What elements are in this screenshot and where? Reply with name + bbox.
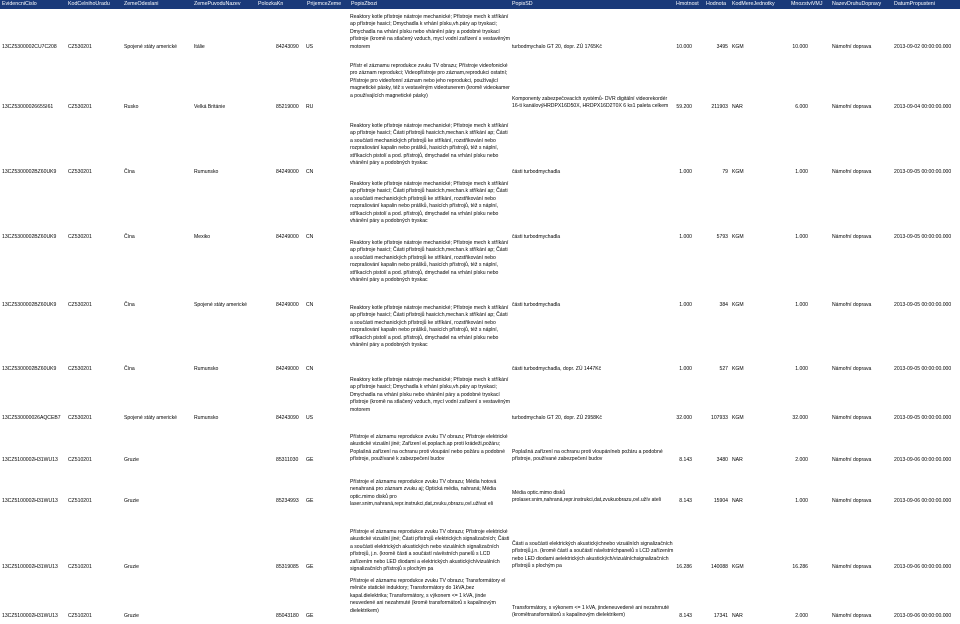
cell-tariff-code: 84249000 (276, 302, 299, 308)
cell-transport: Námořní doprava (832, 44, 872, 50)
cell-office-code: CZ510201 (68, 498, 92, 504)
cell-sd-description: turbodmychalo GT 20, dopr. ZÚ 2958Kč (512, 415, 602, 421)
cell-quantity: 6.000 (795, 104, 808, 110)
col-hodnota: Hodnota (706, 1, 727, 7)
cell-origin-country: Velká Británie (194, 104, 226, 110)
cell-evidencni-cislo: 13CZ5300002BZ60UK9 (2, 302, 57, 308)
cell-tariff-code: 84243090 (276, 415, 299, 421)
cell-unit: KGM (732, 564, 744, 570)
cell-transport: Námořní doprava (832, 498, 872, 504)
cell-office-code: CZ530201 (68, 415, 92, 421)
cell-weight: 16.286 (676, 564, 692, 570)
cell-evidencni-cislo: 13CZ5100002H31WU13 (2, 457, 58, 463)
cell-release-date: 2013-09-05 00:00:00.000 (894, 302, 952, 308)
col-hmotnost: Hmotnost (676, 1, 699, 7)
cell-value: 384 (719, 302, 728, 308)
cell-value: 5793 (716, 234, 728, 240)
cell-origin-country: Rumunsko (194, 169, 219, 175)
cell-weight: 1.000 (679, 169, 692, 175)
cell-unit: NAR (732, 104, 743, 110)
cell-transport: Námořní doprava (832, 169, 872, 175)
cell-transport: Námořní doprava (832, 457, 872, 463)
cell-tariff-code: 84249000 (276, 366, 299, 372)
cell-unit: KGM (732, 366, 744, 372)
cell-quantity: 1.000 (795, 498, 808, 504)
cell-goods-description: Přístroje el záznamu reprodukce zvuku TV obrazu; Média hotová nenahraná pro záznam zvuku aj; Optická média, nahraná; Média optic.mimo disků pro laser.snim,nahraná,repr.instrukci,dat,zvuku,obrazu,ovl.užívat eli (350, 479, 497, 508)
cell-dest-code: CN (306, 302, 314, 308)
cell-release-date: 2013-09-05 00:00:00.000 (894, 169, 952, 175)
cell-quantity: 2.000 (795, 613, 808, 619)
cell-transport: Námořní doprava (832, 564, 872, 570)
cell-country: Gruzie (124, 498, 140, 504)
cell-quantity: 2.000 (795, 457, 808, 463)
cell-unit: KGM (732, 169, 744, 175)
cell-origin-country: Itálie (194, 44, 205, 50)
cell-value: 17341 (713, 613, 728, 619)
cell-weight: 8.143 (679, 457, 692, 463)
cell-office-code: CZ530201 (68, 234, 92, 240)
cell-weight: 1.000 (679, 366, 692, 372)
cell-goods-description: Přístroje el záznamu reprodukce zvuku TV obrazu; Přístroje elektrické akustické vizuální jiné; Části přístrojů elektrických signalizačních; Části a součásti elektrických akustických nebo vizuálních signalizačních přístrojů, j.n. (kromě části a součástí návěstních panelů s LCD zařízením nebo LED diodami a elektrických akustických/vizuálních signalizačních přístrojů s plochým pa (350, 529, 510, 572)
cell-country: Čína (124, 366, 135, 372)
cell-sd-description: Média optic.mimo disků prolaser.snim,nahraná,repr.instrukci,dat,zvukuobrazu,ovl.užív ateli (512, 490, 661, 504)
cell-evidencni-cislo: 13CZ5300002665SI61 (2, 104, 54, 110)
cell-tariff-code: 85219000 (276, 104, 299, 110)
cell-quantity: 1.000 (795, 169, 808, 175)
cell-goods-description: Přístroje el záznamu reprodukce zvuku TV obrazu; Přístroje elektrické akustické vizuální jiné; Zařízení el.poplach.ap proti krádeži,požáru; Poplašná zařízení na ochranu proti vloupání nebo požáru a podobné přístroje, používané k zabezpečení budov (350, 434, 508, 463)
cell-tariff-code: 84249000 (276, 169, 299, 175)
cell-sd-description: části turbodmychadla (512, 302, 561, 308)
col-zeme-puvodu: ZemePuvoduNazev (194, 1, 241, 7)
cell-country: Gruzie (124, 457, 140, 463)
cell-tariff-code: 84243090 (276, 44, 299, 50)
cell-value: 3480 (716, 457, 728, 463)
cell-country: Čína (124, 234, 135, 240)
cell-release-date: 2013-09-05 00:00:00.000 (894, 234, 952, 240)
cell-dest-code: GE (306, 457, 314, 463)
cell-transport: Námořní doprava (832, 234, 872, 240)
cell-origin-country: Mexiko (194, 234, 211, 240)
cell-sd-description: části turbodmychadla, dopr. ZÚ 1447Kč (512, 366, 602, 372)
cell-weight: 1.000 (679, 302, 692, 308)
cell-office-code: CZ530201 (68, 366, 92, 372)
cell-dest-code: CN (306, 234, 314, 240)
cell-transport: Námořní doprava (832, 613, 872, 619)
cell-dest-code: CN (306, 366, 314, 372)
cell-release-date: 2013-09-06 00:00:00.000 (894, 457, 952, 463)
cell-unit: NAR (732, 457, 743, 463)
cell-weight: 8.143 (679, 613, 692, 619)
cell-evidencni-cislo: 13CZ5100002H31WU13 (2, 613, 58, 619)
cell-sd-description: části turbodmychadla (512, 169, 561, 175)
cell-transport: Námořní doprava (832, 302, 872, 308)
cell-weight: 1.000 (679, 234, 692, 240)
cell-release-date: 2013-09-05 00:00:00.000 (894, 415, 952, 421)
cell-release-date: 2013-09-02 00:00:00.000 (894, 44, 952, 50)
cell-goods-description: Reaktory kotle přístroje nástroje mechanické; Přístroje mech k stříkání ap přístroje hasicí; Části přístrojů hasicích,mechan.k stříkání ap; Části a součásti mechanických přístrojů ke stříkání, rozstřikování nebo rozprašování kapalin nebo prášků, hasicích přístrojů, též s náplní, stříkacích pistolí a pod. přístrojů, dmychadel na vrhání písku nebo vhánění páry a podobných tryskac (350, 305, 509, 348)
cell-value: 15904 (713, 498, 728, 504)
col-datum: DatumPropusteni (894, 1, 935, 7)
cell-tariff-code: 85043180 (276, 613, 299, 619)
cell-tariff-code: 84249000 (276, 234, 299, 240)
cell-dest-code: US (306, 44, 314, 50)
cell-sd-description: Části a součásti elektrických akustickýchnebo vizuálních signalizačních přístrojů,j.n. (kromě částí a součástí návěstníchpanelů s LCD zařízením nebo LED diodami aelektrických akustických/vizuálníchsignalizačních přístrojů s plochým pa (512, 541, 674, 570)
cell-unit: KGM (732, 44, 744, 50)
cell-goods-description: Přístr el záznamu reprodukce zvuku TV obrazu; Přístroje videofonické pro záznam reprodukci; Videopřístroje pro záznam,reprodukci ostatní; Přístroje pro videofonní záznam nebo jeho reprodukci, používající magnetické pásky, též s vestavěným videotunerem (kromě videokamer a používajících magnetické pásky) (350, 63, 510, 99)
cell-value: 140088 (711, 564, 728, 570)
cell-goods-description: Reaktory kotle přístroje nástroje mechanické; Přístroje mech k stříkání ap přístroje hasicí; Části přístrojů hasicích,mechan.k stříkání ap; Části a součásti mechanických přístrojů ke stříkání, rozstřikování nebo rozprašování kapalin nebo prášků, hasicích přístrojů, též s náplní, stříkacích pistolí a pod. přístrojů, dmychadel na vrhání písku nebo vhánění páry a podobných tryskac (350, 123, 509, 166)
col-kod-celniho-uradu: KodCelnihoUradu (68, 1, 110, 7)
cell-office-code: CZ530201 (68, 302, 92, 308)
cell-quantity: 1.000 (795, 234, 808, 240)
cell-unit: KGM (732, 234, 744, 240)
col-evidencni-cislo: EvidencniCislo (2, 1, 37, 7)
cell-weight: 59.200 (676, 104, 692, 110)
cell-quantity: 16.286 (792, 564, 808, 570)
cell-transport: Námořní doprava (832, 366, 872, 372)
cell-goods-description: Přístroje el záznamu reprodukce zvuku TV obrazu; Transformátory el měniče statické induktory; Transformátory do 1kVA,bez kapal.dielektrika; Transformátory, s výkonem <= 1 kVA, jinde neuvedené ani nezahrnuté (kromě transformátorů s kapalinovým dielektrikem) (350, 578, 506, 614)
cell-sd-description: části turbodmychadla (512, 234, 561, 240)
col-polozka: PolozkaKn (258, 1, 284, 7)
cell-quantity: 10.000 (792, 44, 808, 50)
cell-origin-country: Rumunsko (194, 366, 219, 372)
col-kod-mj: KodMereJednotky (732, 1, 775, 7)
cell-office-code: CZ510201 (68, 457, 92, 463)
cell-transport: Námořní doprava (832, 104, 872, 110)
cell-goods-description: Reaktory kotle přístroje nástroje mechanické; Přístroje mech k stříkání ap přístroje hasicí; Dmychadla k vrhání písku,vh.páry ap tryskaci; Dmychadla na vrhání písku nebo vhánění páry a podobné tryskací přístroje (kromě na stlačený vzduch, mycí vodní zařízení s vestavěným motorem (350, 14, 510, 50)
cell-origin-country: Spojené státy americké (194, 302, 247, 308)
cell-country: Gruzie (124, 564, 140, 570)
cell-tariff-code: 85234993 (276, 498, 299, 504)
col-popis-sd: PopisSD (512, 1, 533, 7)
cell-tariff-code: 85319085 (276, 564, 299, 570)
cell-weight: 8.143 (679, 498, 692, 504)
cell-value: 3495 (716, 44, 728, 50)
cell-release-date: 2013-09-06 00:00:00.000 (894, 564, 952, 570)
cell-dest-code: GE (306, 498, 314, 504)
cell-transport: Námořní doprava (832, 415, 872, 421)
cell-office-code: CZ510201 (68, 564, 92, 570)
cell-evidencni-cislo: 13CZ5300002BZ60UK9 (2, 234, 57, 240)
cell-sd-description: Komponenty zabezpečovacích systémů- DVR digitální videorekordér 16-ti kanálovýHRDPX16D50X, HRDPX16D2T0X 6 ks1 paleta celkem (512, 96, 669, 110)
cell-unit: NAR (732, 613, 743, 619)
cell-quantity: 1.000 (795, 302, 808, 308)
cell-dest-code: GE (306, 564, 314, 570)
cell-dest-code: US (306, 415, 314, 421)
cell-office-code: CZ510201 (68, 613, 92, 619)
cell-sd-description: turbodmychalo GT 20, dopr. ZÚ 1765Kč (512, 44, 602, 50)
cell-value: 107933 (711, 415, 728, 421)
cell-goods-description: Reaktory kotle přístroje nástroje mechanické; Přístroje mech k stříkání ap přístroje hasicí; Části přístrojů hasicích,mechan.k stříkání ap; Části a součásti mechanických přístrojů ke stříkání, rozstřikování nebo rozprašování kapalin nebo prášků, hasicích přístrojů, též s náplní, stříkacích pistolí a pod. přístrojů, dmychadel na vrhání písku nebo vhánění páry a podobných tryskac (350, 240, 509, 283)
cell-value: 527 (719, 366, 728, 372)
cell-office-code: CZ530201 (68, 44, 92, 50)
cell-release-date: 2013-09-04 00:00:00.000 (894, 104, 952, 110)
cell-country: Spojené státy americké (124, 44, 177, 50)
cell-evidencni-cislo: 13CZ5100002H31WU13 (2, 498, 58, 504)
table-header (0, 0, 960, 9)
cell-dest-code: RU (306, 104, 314, 110)
cell-country: Gruzie (124, 613, 140, 619)
col-popis-zbozi: PopisZbozi (351, 1, 378, 7)
cell-tariff-code: 85311030 (276, 457, 299, 463)
cell-value: 211903 (711, 104, 728, 110)
cell-evidencni-cislo: 13CZ5100002H31WU13 (2, 564, 58, 570)
cell-unit: NAR (732, 498, 743, 504)
col-mnozstvi: MnozstviVMJ (791, 1, 823, 7)
cell-evidencni-cislo: 13CZ5300002BZ60UK9 (2, 169, 57, 175)
cell-unit: KGM (732, 302, 744, 308)
col-zeme-odeslani: ZemeOdeslani (124, 1, 159, 7)
cell-office-code: CZ530201 (68, 104, 92, 110)
cell-dest-code: CN (306, 169, 314, 175)
cell-dest-code: GE (306, 613, 314, 619)
cell-goods-description: Reaktory kotle přístroje nástroje mechanické; Přístroje mech k stříkání ap přístroje hasicí; Dmychadla k vrhání písku,vh.páry ap tryskaci; Dmychadla na vrhání písku nebo vhánění páry a podobné tryskací přístroje (kromě na stlačený vzduch, mycí vodní zařízení s vestavěným motorem (350, 377, 510, 413)
cell-sd-description: Transformátory, s výkonem <= 1 kVA, jindeneuvedené ani nezahrnuté (kromětransformátorů s kapalinovým dielektrikem) (512, 605, 670, 619)
cell-quantity: 32.000 (792, 415, 808, 421)
cell-country: Čína (124, 302, 135, 308)
cell-unit: KGM (732, 415, 744, 421)
cell-release-date: 2013-09-06 00:00:00.000 (894, 498, 952, 504)
cell-quantity: 1.000 (795, 366, 808, 372)
cell-goods-description: Reaktory kotle přístroje nástroje mechanické; Přístroje mech k stříkání ap přístroje hasicí; Části přístrojů hasicích,mechan.k stříkání ap; Části a součásti mechanických přístrojů ke stříkání, rozstřikování nebo rozprašování kapalin nebo prášků, hasicích přístrojů, též s náplní, stříkacích pistolí a pod. přístrojů, dmychadel na vrhání písku nebo vhánění páry a podobných tryskac (350, 181, 509, 224)
cell-weight: 32.000 (676, 415, 692, 421)
cell-origin-country: Rumunsko (194, 415, 219, 421)
cell-evidencni-cislo: 13CZ5300002CU7C208 (2, 44, 57, 50)
cell-release-date: 2013-09-05 00:00:00.000 (894, 366, 952, 372)
cell-value: 79 (722, 169, 728, 175)
cell-country: Rusko (124, 104, 139, 110)
cell-evidencni-cislo: 13CZ5300002BZ60UK9 (2, 366, 57, 372)
cell-evidencni-cislo: 13CZ530000026AQCEB7 (2, 415, 61, 421)
cell-country: Čína (124, 169, 135, 175)
cell-sd-description: Poplašná zařízení na ochranu proti vloupáníneb požáru a podobné přístroje, používané zabezpečení budov (512, 449, 663, 463)
cell-weight: 10.000 (676, 44, 692, 50)
cell-release-date: 2013-09-06 00:00:00.000 (894, 613, 952, 619)
col-druh-dopravy: NazevDruhuDopravy (832, 1, 882, 7)
cell-office-code: CZ530201 (68, 169, 92, 175)
cell-country: Spojené státy americké (124, 415, 177, 421)
col-prijemce: PrijemceZeme (307, 1, 342, 7)
